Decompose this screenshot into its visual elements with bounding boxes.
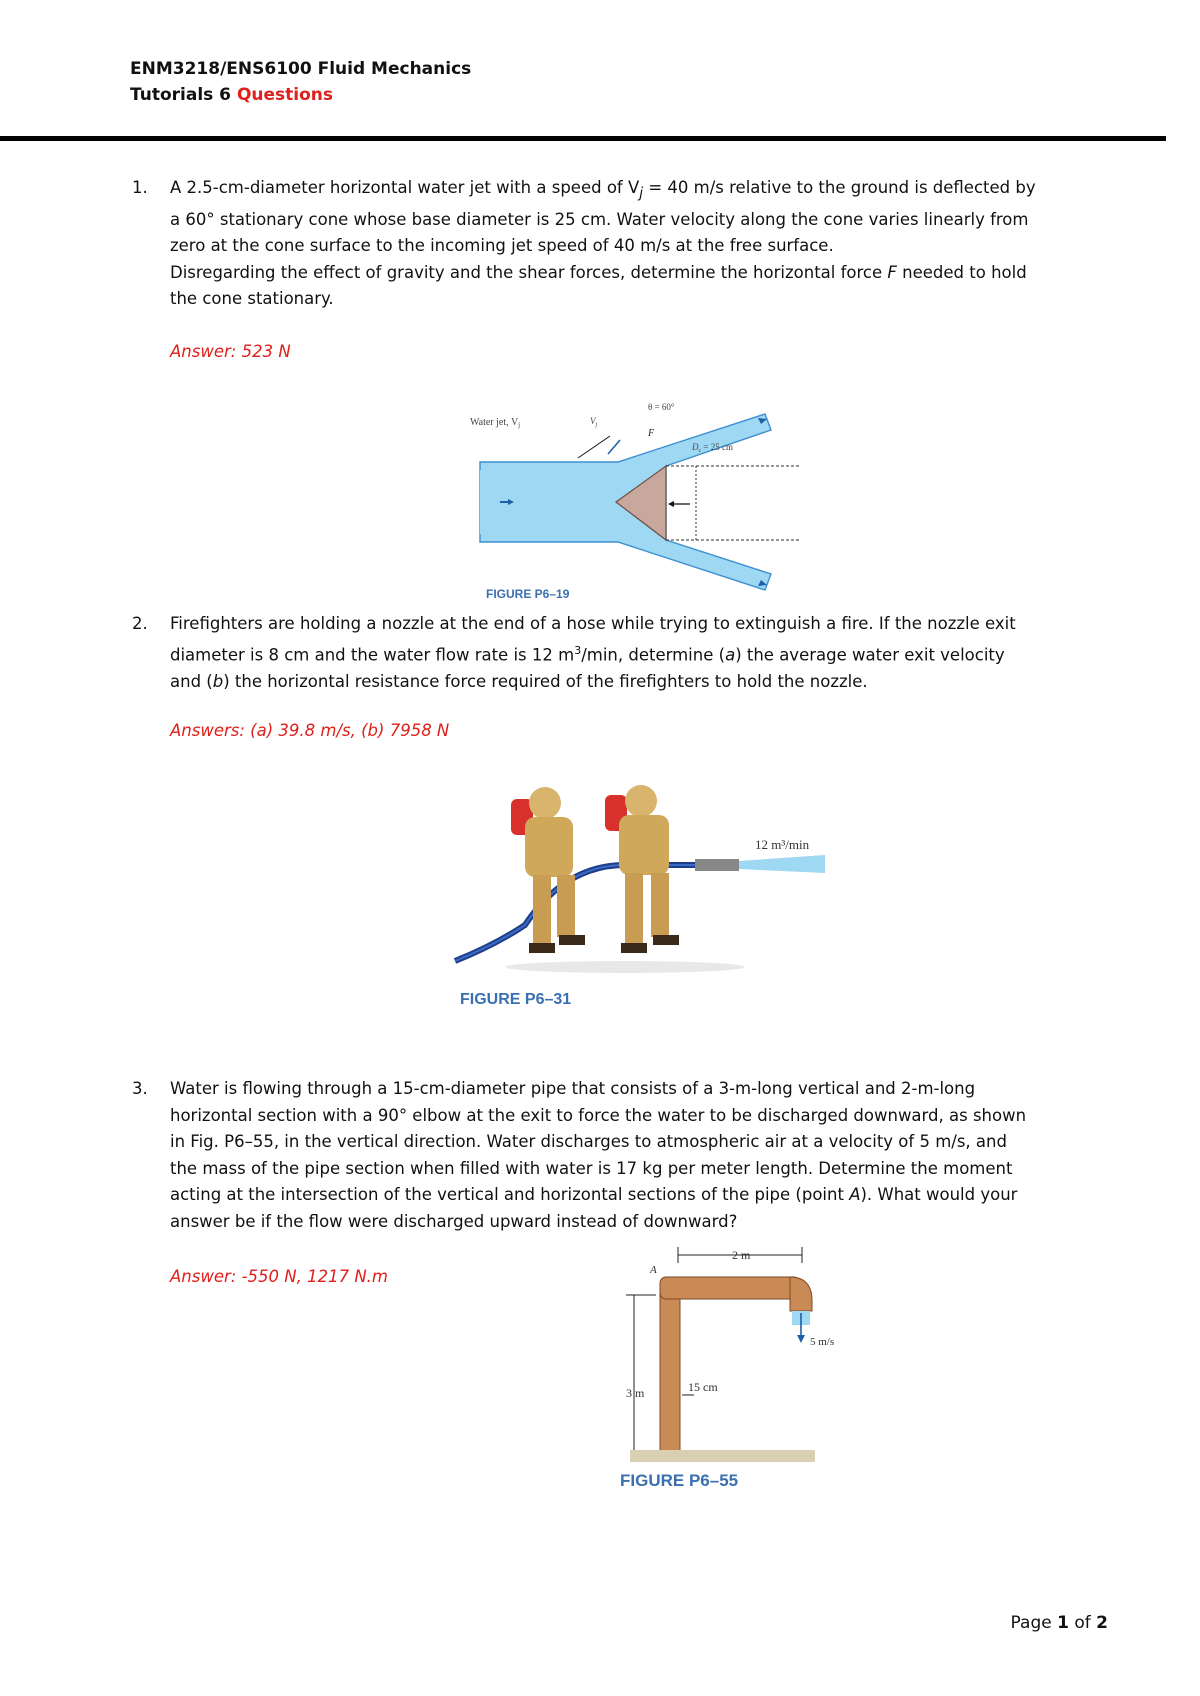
vertical-pipe [660,1285,680,1455]
length-h-label: 2 m [732,1248,751,1262]
page-number: Page 1 of 2 [1010,1613,1108,1633]
nozzle [695,859,739,871]
flow-label: 12 m³/min [755,837,810,852]
diameter-label: $D_c = 25$ cm [692,442,733,454]
document-header [130,56,471,108]
figure-p6-55-caption: FIGURE P6–55 [620,1471,739,1490]
course-title: ENM3218/ENS6100 Fluid Mechanics [130,59,472,79]
tutorial-title: Tutorials 6 Questions [130,85,333,105]
force-label: F [648,428,655,439]
figure-p6-31-caption: FIGURE P6–31 [460,991,572,1008]
vj-label: $V_j$ [590,416,598,428]
q2-number: 2. [132,614,148,633]
horizontal-pipe [660,1277,800,1299]
q3-answer: Answer: -550 N, 1217 N.m [170,1267,388,1286]
q1-number: 1. [132,178,148,197]
q3-text: Water is flowing through a 15-cm-diameter pipe that consists of a 3-m-long vertical and 2-m-long horizontal section with a 90° elbow at the exit to force the water to be discharged downward, as shown in Fig. P6–55, in the vertical direction. Water discharges to atmospheric air at a velocity of 5 m/s, and the mass of the pipe section when filled with water is 17 kg per meter length. Determine the moment acting at the intersection of the vertical and horizontal sections of the pipe (point A). What would your answer be if the flow were discharged upward instead of downward? [170,1079,1027,1231]
q1-text: A 2.5-cm-diameter horizontal water jet with a speed of $V_j = 40$ m/s relative to the ground is deflected by a 60° stationary cone whose base diameter is 25 cm. Water velocity along the cone varies linearly from zero at the cone surface to the incoming jet speed of 40 m/s at the free surface. Disregarding the effect of gravity and the shear forces, determine the horizontal force F needed to hold the cone stationary. [170,178,1036,309]
figure-p6-19 [470,402,800,590]
point-a-label: A [650,1264,657,1276]
water-spray [739,855,825,873]
figure-p6-31 [455,775,840,975]
diameter-label: 15 cm [688,1380,718,1394]
theta-label: θ = 60° [648,402,675,412]
length-v-label: 3 m [626,1386,645,1400]
header-divider [0,136,1166,141]
q3-number: 3. [132,1079,148,1098]
ground [630,1450,815,1462]
velocity-label: 5 m/s [810,1336,835,1348]
jet-label: Water jet, $V_j$ [470,417,521,429]
q2-answer: Answers: (a) 39.8 m/s, (b) 7958 N [170,721,450,740]
firefighter-2 [605,785,679,953]
elbow [790,1277,812,1311]
q2-text: Firefighters are holding a nozzle at the end of a hose while trying to extinguish a fire. If the nozzle exit diameter is 8 cm and the water flow rate is 12 $m^3/\min$, determine (a) the average water exit velocity and (b) the horizontal resistance force required of the firefighters to hold the nozzle. [170,614,1016,691]
q1-answer: Answer: 523 N [170,342,291,361]
figure-p6-55 [620,1245,835,1465]
figure-p6-19-caption: FIGURE P6–19 [486,587,570,601]
